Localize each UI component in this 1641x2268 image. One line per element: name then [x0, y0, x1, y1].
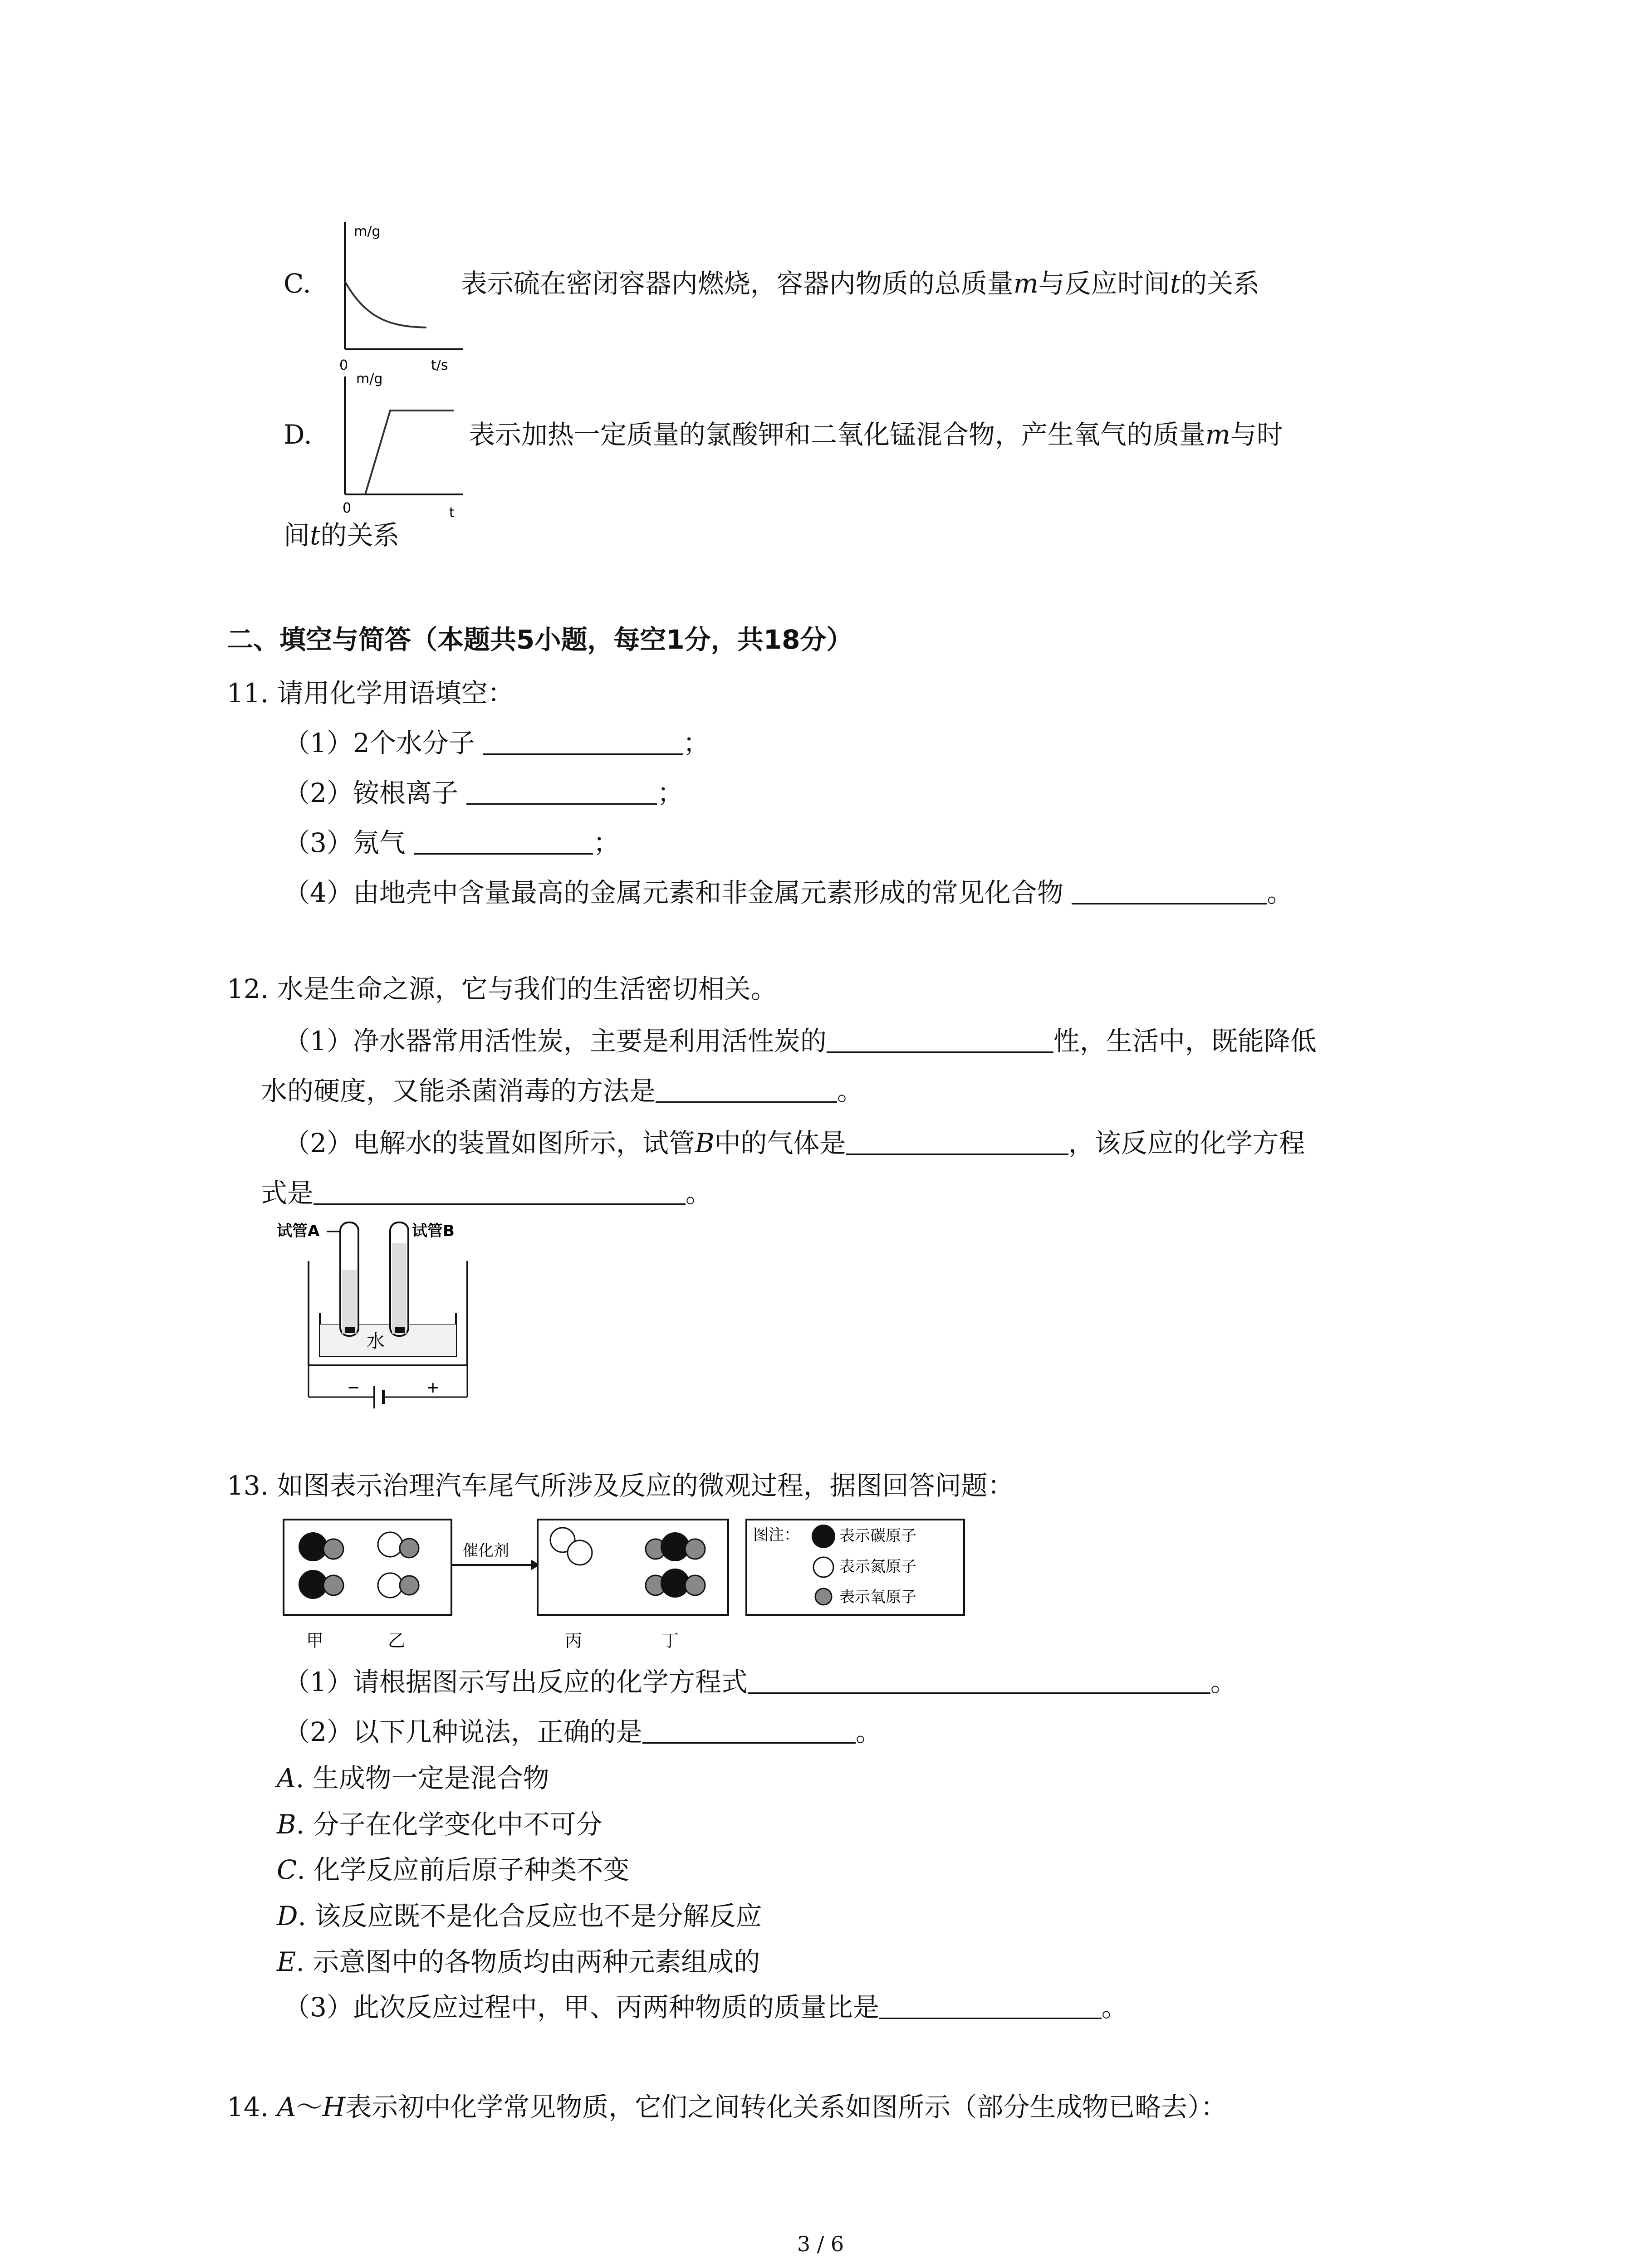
- answer-blank[interactable]: [414, 826, 593, 855]
- graph-d-ylabel: m/g: [356, 371, 383, 387]
- legend-oxygen-icon: [815, 1589, 832, 1605]
- q12-part-2-cont: 式是 。: [261, 1175, 712, 1211]
- q13-option-c: C. 化学反应前后原子种类不变: [277, 1854, 630, 1885]
- answer-blank[interactable]: [1072, 876, 1267, 904]
- answer-blank[interactable]: [483, 726, 683, 755]
- label-yi: 乙: [388, 1631, 406, 1651]
- answer-blank[interactable]: [879, 1990, 1102, 2019]
- oxygen-atom: [685, 1575, 705, 1595]
- q12-stem: 12. 水是生命之源，它与我们的生活密切相关。: [227, 973, 777, 1004]
- option-c: C. 表示硫在密闭容器内燃烧，容器内物质的总质量m与反应时间t的关系: [284, 268, 1260, 299]
- legend-carbon: 表示碳原子: [839, 1527, 916, 1545]
- graph-c-xlabel: t/s: [431, 357, 448, 373]
- answer-blank[interactable]: [466, 776, 657, 805]
- reaction-figure: [281, 1517, 971, 1653]
- question-number: 14.: [227, 2092, 269, 2122]
- q13-option-a: A. 生成物一定是混合物: [277, 1763, 549, 1794]
- q13-part-1: （1）请根据图示写出反应的化学方程式 。: [284, 1664, 1237, 1700]
- q13-option-e: E. 示意图中的各物质均由两种元素组成的: [277, 1946, 760, 1977]
- q12-part-1: （1）净水器常用活性炭，主要是利用活性炭的 性，生活中，既能降低: [284, 1023, 1317, 1059]
- legend-oxygen: 表示氧原子: [839, 1588, 916, 1606]
- tube-b-label: 试管B: [412, 1222, 455, 1240]
- question-number: 11.: [227, 678, 269, 709]
- catalyst-label: 催化剂: [463, 1542, 509, 1560]
- label-bing: 丙: [565, 1631, 583, 1651]
- plus-sign: +: [426, 1378, 440, 1397]
- label-jia: 甲: [306, 1631, 324, 1651]
- page-number: 3 / 6: [797, 2232, 844, 2256]
- option-d-letter: D.: [284, 419, 312, 450]
- water-label: 水: [367, 1331, 385, 1352]
- legend-nitrogen-icon: [813, 1557, 833, 1577]
- answer-blank[interactable]: [748, 1665, 1210, 1694]
- nitrogen-atom: [378, 1532, 402, 1557]
- q13-option-d: D. 该反应既不是化合反应也不是分解反应: [277, 1901, 762, 1931]
- label-ding: 丁: [661, 1631, 679, 1651]
- question-number: 13.: [227, 1470, 269, 1501]
- nitrogen-atom: [568, 1540, 592, 1565]
- q11-stem: 11. 请用化学用语填空：: [227, 678, 514, 709]
- oxygen-atom: [323, 1539, 343, 1559]
- graph-d-origin: 0: [343, 500, 352, 516]
- q11-item-4: （4）由地壳中含量最高的金属元素和非金属元素形成的常见化合物 。: [284, 875, 1293, 911]
- q13-option-b: B. 分子在化学变化中不可分: [277, 1809, 603, 1840]
- answer-blank[interactable]: [642, 1715, 856, 1744]
- graph-c-ylabel: m/g: [354, 224, 381, 240]
- answer-blank[interactable]: [656, 1074, 837, 1103]
- q11-item-2: （2）铵根离子 ；: [284, 775, 683, 811]
- q12-part-2: （2）电解水的装置如图所示，试管B中的气体是 ，该反应的化学方程: [284, 1125, 1305, 1161]
- oxygen-atom: [323, 1575, 343, 1595]
- q13-stem: 13. 如图表示治理汽车尾气所涉及反应的微观过程，据图回答问题：: [227, 1470, 1014, 1501]
- answer-blank[interactable]: [314, 1176, 686, 1205]
- option-d-continued: 间t的关系: [284, 520, 400, 551]
- nitrogen-atom: [378, 1573, 402, 1598]
- legend-carbon-icon: [812, 1525, 835, 1548]
- graph-c-origin: 0: [339, 357, 348, 373]
- oxygen-atom: [400, 1576, 419, 1595]
- section-heading: 二、填空与简答（本题共5小题，每空1分，共18分）: [227, 624, 853, 655]
- q14-stem: 14. A～H表示初中化学常见物质，它们之间转化关系如图所示（部分生成物已略去）：: [227, 2092, 1227, 2122]
- q11-item-1: （1）2个水分子 ；: [284, 725, 709, 761]
- electrolysis-figure: [277, 1216, 476, 1411]
- answer-blank[interactable]: [846, 1126, 1068, 1155]
- oxygen-atom: [400, 1539, 419, 1558]
- question-number: 12.: [227, 973, 269, 1004]
- q12-part-1-cont: 水的硬度，又能杀菌消毒的方法是 。: [261, 1073, 863, 1109]
- option-c-letter: C.: [284, 268, 311, 299]
- legend-nitrogen: 表示氮原子: [839, 1558, 916, 1576]
- q11-item-3: （3）氖气 ；: [284, 825, 619, 861]
- graph-d-xlabel: t: [449, 505, 455, 521]
- legend-title: 图注：: [753, 1526, 799, 1544]
- answer-blank[interactable]: [827, 1024, 1053, 1053]
- q13-part-2: （2）以下几种说法，正确的是 。: [284, 1714, 882, 1750]
- tube-a-label: 试管A: [277, 1222, 320, 1240]
- q13-part-3: （3）此次反应过程中，甲、丙两种物质的质量比是 。: [284, 1989, 1128, 2025]
- oxygen-atom: [685, 1539, 705, 1559]
- minus-sign: −: [347, 1378, 360, 1397]
- option-d: D. 表示加热一定质量的氯酸钾和二氧化锰混合物，产生氧气的质量m与时: [284, 419, 1283, 450]
